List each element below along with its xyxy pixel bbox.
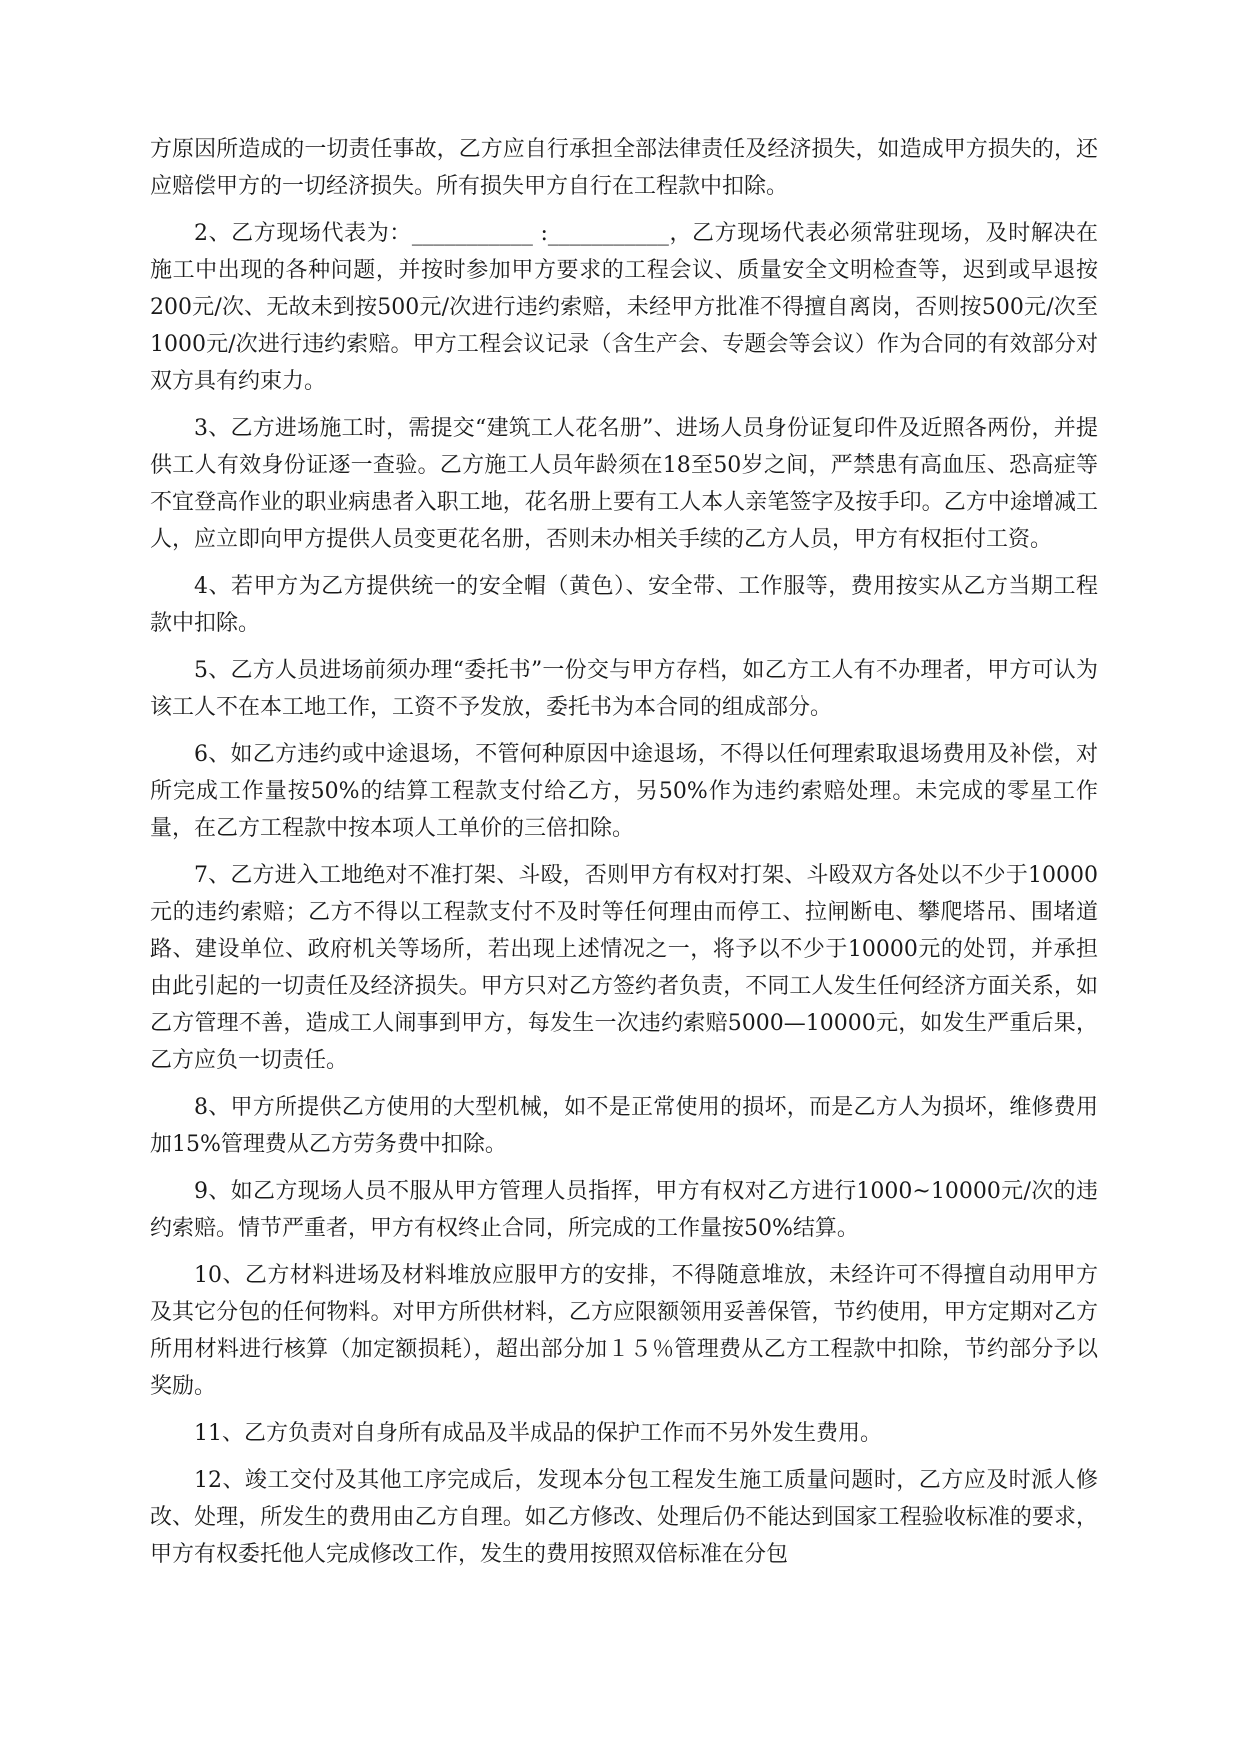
clause-11-protection: 11、乙方负责对自身所有成品及半成品的保护工作而不另外发生费用。 — [194, 1421, 882, 1446]
clause-4-safety-equipment: 4、若甲方为乙方提供统一的安全帽（黄色）、安全带、工作服等，费用按实从乙方当期工程款中扣除。 — [150, 574, 1098, 636]
clause-3-worker-roster: 3、乙方进场施工时，需提交“建筑工人花名册”、进场人员身份证复印件及近照各两份，并提供工人有效身份证逐一查验。乙方施工人员年龄须在18至50岁之间，严禁患有高血压、恐高症等不宜登高作业的职业病患者入职工地，花名册上要有工人本人亲笔签字及按手印。乙方中途增减工人，应立即向甲方提供人员变更花名册，否则未办相关手续的乙方人员，甲方有权拒付工资。 — [150, 416, 1098, 552]
clause-12-quality-defects: 12、竣工交付及其他工序完成后，发现本分包工程发生施工质量问题时，乙方应及时派人修改、处理，所发生的费用由乙方自理。如乙方修改、处理后仍不能达到国家工程验收标准的要求，甲方有权委托他人完成修改工作，发生的费用按照双倍标准在分包 — [150, 1468, 1098, 1567]
clause-7-conduct: 7、乙方进入工地绝对不准打架、斗殴，否则甲方有权对打架、斗殴双方各处以不少于10000元的违约索赔；乙方不得以工程款支付不及时等任何理由而停工、拉闸断电、攀爬塔吊、围堵道路、建设单位、政府机关等场所，若出现上述情况之一，将予以不少于10000元的处罚，并承担由此引起的一切责任及经济损失。甲方只对乙方签约者负责，不同工人发生任何经济方面关系，如乙方管理不善，造成工人闹事到甲方，每发生一次违约索赔5000—10000元，如发生严重后果，乙方应负一切责任。 — [150, 863, 1098, 1073]
contract-page-body — [150, 131, 1098, 1583]
clause-8-machinery: 8、甲方所提供乙方使用的大型机械，如不是正常使用的损坏，而是乙方人为损坏，维修费用加15%管理费从乙方劳务费中扣除。 — [150, 1095, 1098, 1157]
clause-5-power-of-attorney: 5、乙方人员进场前须办理“委托书”一份交与甲方存档，如乙方工人有不办理者，甲方可认为该工人不在本工地工作，工资不予发放，委托书为本合同的组成部分。 — [150, 658, 1098, 720]
clause-10-materials: 10、乙方材料进场及材料堆放应服甲方的安排，不得随意堆放，未经许可不得擅自动用甲方及其它分包的任何物料。对甲方所供材料，乙方应限额领用妥善保管，节约使用，甲方定期对乙方所用材料进行核算（加定额损耗），超出部分加１５％管理费从乙方工程款中扣除，节约部分予以奖励。 — [150, 1263, 1098, 1399]
paragraph-continuation: 方原因所造成的一切责任事故，乙方应自行承担全部法律责任及经济损失，如造成甲方损失的，还应赔偿甲方的一切经济损失。所有损失甲方自行在工程款中扣除。 — [150, 137, 1098, 199]
clause-9-site-command: 9、如乙方现场人员不服从甲方管理人员指挥，甲方有权对乙方进行1000~10000元/次的违约索赔。情节严重者，甲方有权终止合同，所完成的工作量按50%结算。 — [150, 1179, 1098, 1241]
clause-6-breach-exit: 6、如乙方违约或中途退场，不管何种原因中途退场，不得以任何理索取退场费用及补偿，对所完成工作量按50%的结算工程款支付给乙方，另50%作为违约索赔处理。未完成的零星工作量，在乙方工程款中按本项人工单价的三倍扣除。 — [150, 742, 1098, 841]
clause-2-site-representative: 2、乙方现场代表为：___________ :___________，乙方现场代表必须常驻现场，及时解决在施工中出现的各种问题，并按时参加甲方要求的工程会议、质量安全文明检查等，迟到或早退按200元/次、无故未到按500元/次进行违约索赔，未经甲方批准不得擅自离岗，否则按500元/次至1000元/次进行违约索赔。甲方工程会议记录（含生产会、专题会等会议）作为合同的有效部分对双方具有约束力。 — [150, 221, 1098, 394]
